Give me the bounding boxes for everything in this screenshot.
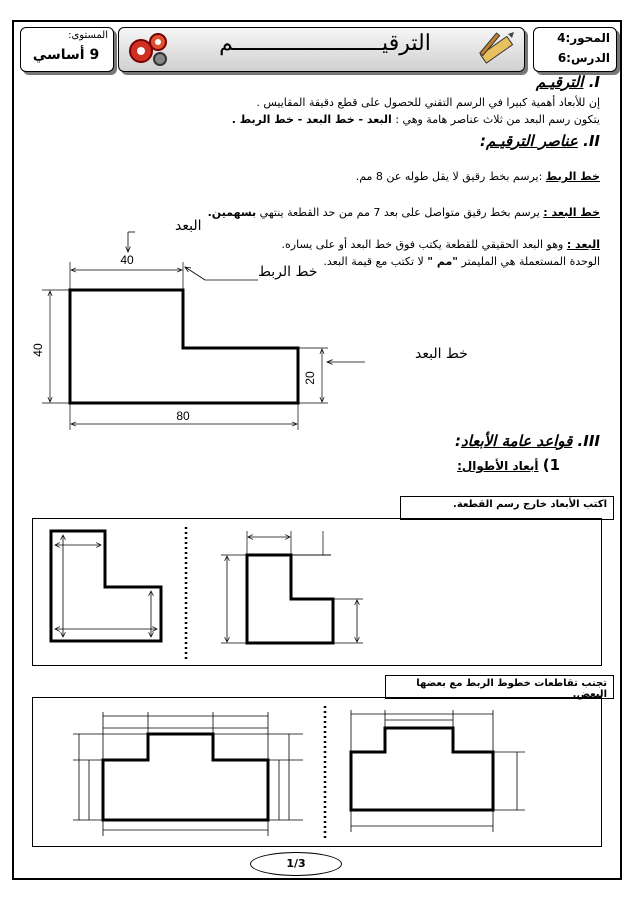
- page-title: الترقيـــــــــــــــــــــــم: [219, 31, 431, 56]
- lesson-label: الدرس:6: [557, 51, 610, 65]
- exercise-2-drawings: [33, 698, 601, 846]
- section1-title: الترقيـم: [535, 73, 584, 91]
- label-dimension-line: خط البعد: [415, 346, 468, 362]
- exercise-1-drawings: [33, 519, 601, 665]
- section3-heading: [300, 432, 600, 450]
- def-unit-bold: "مم ": [427, 255, 459, 268]
- dim-value-left: 40: [31, 343, 45, 357]
- def-dimension-line-bold: بسهمين.: [207, 206, 257, 219]
- section3-sub-number: 1): [542, 456, 560, 474]
- section2-heading: [300, 132, 600, 150]
- def-extension-text: :يرسم بخط رقيق لا يقل طوله عن 8 مم.: [355, 170, 546, 183]
- section3-sub: [300, 456, 560, 474]
- def-unit-text: الوحدة المستعملة هي المليمتر: [458, 255, 600, 268]
- section1-line2-prefix: يتكون رسم البعد من ثلاث عناصر هامة وهي :: [395, 113, 600, 126]
- label-extension-line: خط الربط: [258, 264, 318, 280]
- section1-line1: إن للأبعاد أهمية كبيرا في الرسم التقني للحصول على قطع دقيقة المقاييس .: [256, 96, 600, 109]
- section2-colon: :: [479, 132, 486, 150]
- exercise-panel-1: [32, 518, 602, 666]
- label-dimension: البعد: [175, 218, 202, 234]
- part-outline: [70, 290, 298, 403]
- level-value: 9 أساسي: [32, 47, 100, 63]
- instruction-box-2: تجنب تقاطعات خطوط الربط مع بعضها البعض.: [385, 675, 614, 699]
- section2-number: II.: [583, 132, 600, 150]
- dim-value-bottom: 80: [176, 409, 190, 423]
- section1-heading: [300, 73, 600, 91]
- def-dimension-line-text: يرسم بخط رقيق متواصل على بعد 7 مم من حد القطعة ينتهي: [256, 206, 544, 219]
- section1-line2: [150, 113, 600, 126]
- section1-number: I.: [588, 73, 600, 91]
- def-unit-tail: لا تكتب مع قيمة البعد.: [323, 255, 428, 268]
- pencil-ruler-icon: [478, 30, 518, 68]
- instruction-box-1: اكتب الأبعاد خارج رسم القطعة.: [400, 496, 614, 520]
- dim-value-top: 40: [120, 253, 134, 267]
- section3-number: III.: [577, 432, 600, 450]
- def-dimension-line-term: خط البعد :: [543, 206, 600, 219]
- section1-line2-items: البعد - خط البعد - خط الربط .: [231, 113, 392, 126]
- def-extension-term: خط الربط: [545, 170, 600, 183]
- exercise-panel-2: [32, 697, 602, 847]
- section3-sub-title: أبعاد الأطوال:: [457, 459, 539, 473]
- axis-label: المحور:4: [557, 31, 610, 45]
- section3-title: قواعد عامة الأبعاد: [460, 432, 573, 450]
- section2-title: عناصر الترقيـم: [485, 132, 578, 150]
- level-label: المستوى:: [68, 30, 108, 41]
- section3-colon: :: [454, 432, 461, 450]
- page-number: 1/3: [250, 852, 342, 876]
- def-extension-line: [200, 170, 600, 183]
- gears-icon: [125, 29, 171, 69]
- def-dimension-text: وهو البعد الحقيقي للقطعة يكتب فوق خط البعد أو على يساره.: [281, 238, 567, 251]
- def-dimension-term: البعد :: [566, 238, 600, 251]
- dim-value-right: 20: [303, 371, 317, 385]
